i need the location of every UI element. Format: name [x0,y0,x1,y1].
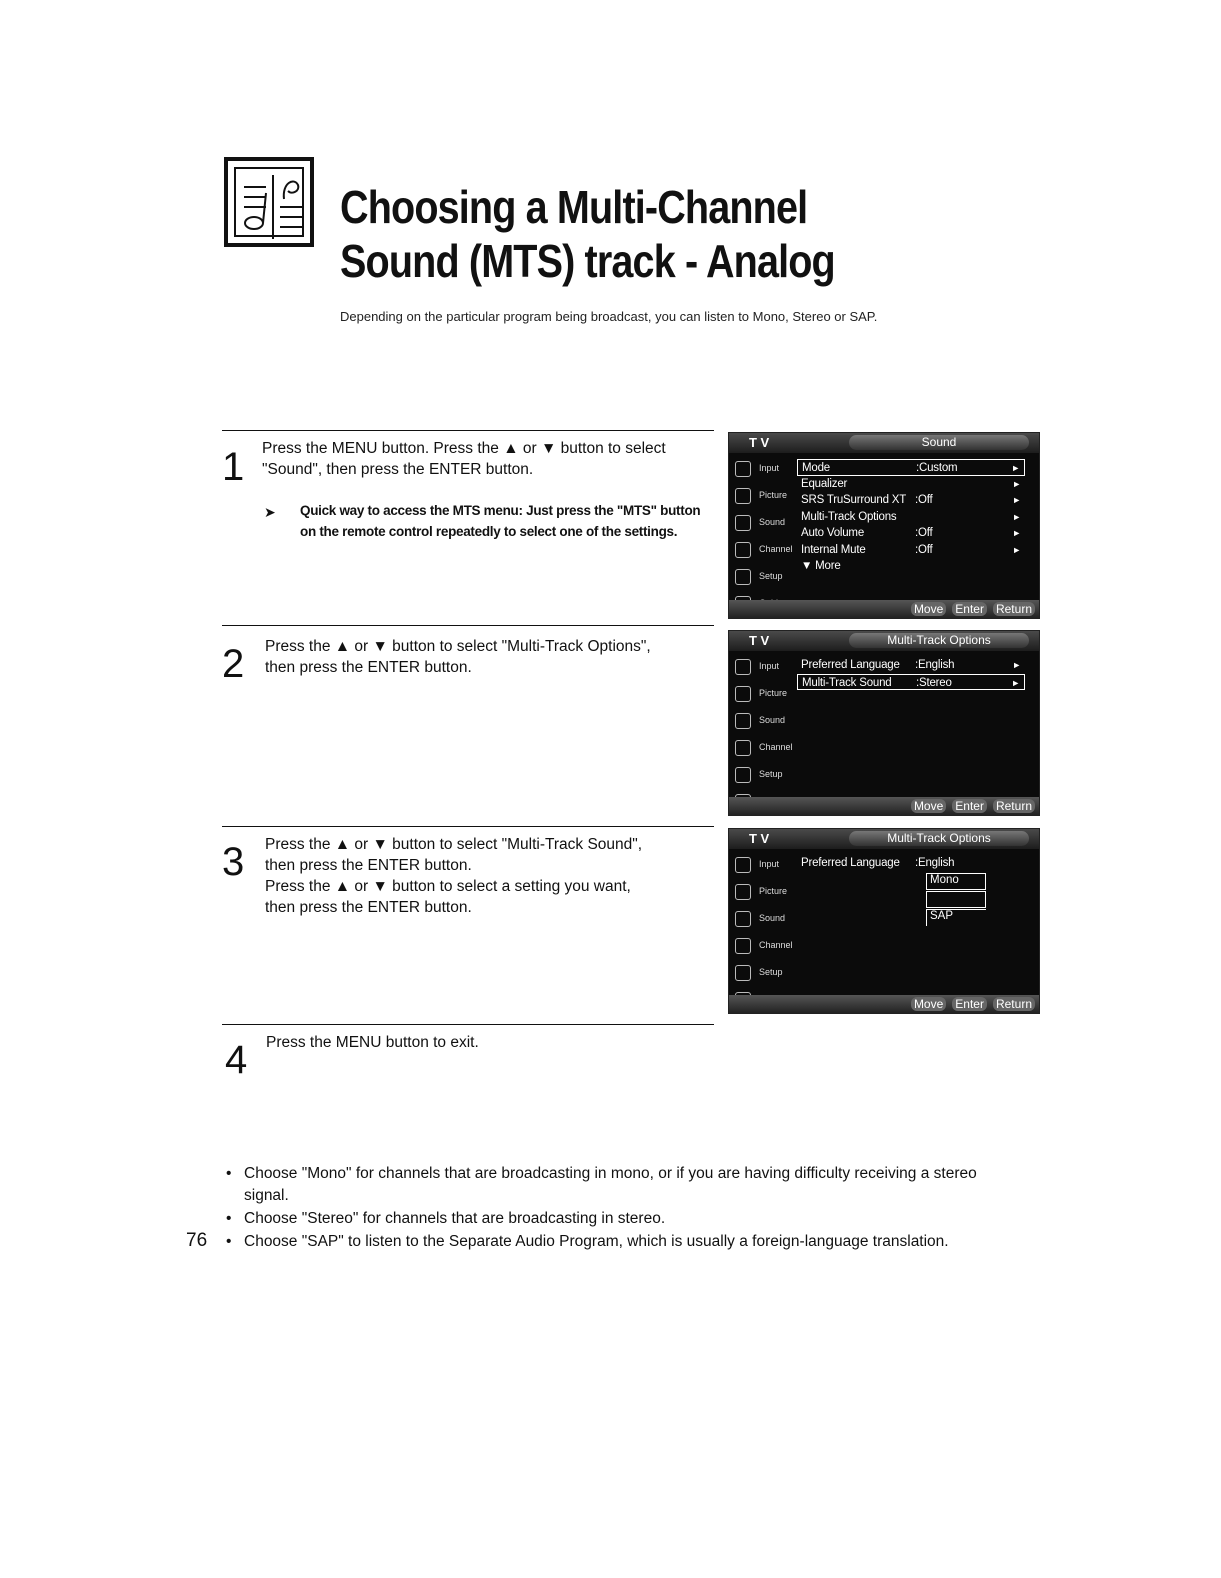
note-mono: • Choose "Mono" for channels that are broadcasting in mono, or if you are having difficulty receiving a stereo signal. [226,1163,986,1207]
tv-side-item-setup[interactable]: Setup [729,563,793,590]
tv-side-item-sound[interactable]: Sound [729,707,793,734]
tv-label: T V [749,831,770,846]
page-number: 76 [186,1230,208,1251]
tv-side-item-input[interactable]: Input [729,851,793,878]
input-icon [735,659,751,675]
music-book-icon [224,157,314,247]
step-4-divider [222,1024,714,1025]
tv-menu-row-multi-track-sound[interactable]: Multi-Track Sound :Stereo ► [797,674,1025,691]
tv-side-item-input[interactable]: Input [729,455,793,482]
tv-side-item-sound[interactable]: Sound [729,905,793,932]
tv-menu-rows [797,459,1025,575]
option-mono[interactable]: Mono [926,873,986,890]
tip-line: Quick way to access the MTS menu: Just press the "MTS" button [300,503,701,518]
input-icon [735,461,751,477]
step-1-text [262,438,722,480]
sound-icon [735,713,751,729]
step-3-line: Press the ▲ or ▼ button to select "Multi-Track Sound", [265,836,643,853]
step-2-line: Press the ▲ or ▼ button to select "Multi-Track Options", [265,638,651,655]
option-stereo[interactable] [926,891,986,908]
note-stereo: • Choose "Stereo" for channels that are broadcasting in stereo. [226,1208,986,1230]
tv-label: T V [749,633,770,648]
note-sap: • Choose "SAP" to listen to the Separate Audio Program, which is usually a foreign-language translation. [226,1231,986,1253]
step-3-line: then press the ENTER button. [265,899,472,916]
step-1-line: "Sound", then press the ENTER button. [262,461,534,478]
tv-side-item-channel[interactable]: Channel [729,536,793,563]
step-1-tip [264,500,704,542]
tv-side-item-input[interactable]: Input [729,653,793,680]
tv-menu-row-mode[interactable]: Mode :Custom ► [797,459,1025,476]
sound-icon [735,515,751,531]
return-hint: Return [993,799,1035,813]
tv-menu-row-multi-track-options[interactable]: Multi-Track Options ► [801,510,1021,523]
tv-menu-title: Multi-Track Options [849,831,1029,846]
picture-icon [735,686,751,702]
step-1-line: Press the MENU button. Press the ▲ or ▼ button to select [262,440,666,457]
enter-hint: Enter [952,602,987,616]
return-hint: Return [993,602,1035,616]
enter-hint: Enter [952,997,987,1011]
tv-menu-rows [797,657,1025,690]
tv-footer [729,995,1039,1013]
tv-menu-row-preferred-language[interactable]: Preferred Language :English [801,857,955,869]
tv-menu-row-equalizer[interactable]: Equalizer ► [801,477,1021,490]
channel-icon [735,542,751,558]
tv-side-item-picture[interactable]: Picture [729,878,793,905]
step-3-line: then press the ENTER button. [265,857,472,874]
enter-hint: Enter [952,799,987,813]
move-hint: Move [911,997,946,1011]
title-line-2: Sound (MTS) track - Analog [340,235,835,287]
tv-side-item-channel[interactable]: Channel [729,932,793,959]
page-title [340,180,835,288]
tv-side-menu [729,455,793,617]
step-2-divider [222,625,714,626]
return-hint: Return [993,997,1035,1011]
step-3-line: Press the ▲ or ▼ button to select a setting you want, [265,878,631,895]
step-1-divider [222,430,714,431]
tv-side-item-sound[interactable]: Sound [729,509,793,536]
step-4-line: Press the MENU button to exit. [266,1034,479,1051]
tv-side-item-picture[interactable]: Picture [729,482,793,509]
tv-menu-title: Multi-Track Options [849,633,1029,648]
step-3-divider [222,826,714,827]
tv-menu-rows [797,855,1025,872]
option-sap[interactable]: SAP [926,909,986,926]
channel-icon [735,938,751,954]
tv-label: T V [749,435,770,450]
tv-menu-row-internal-mute[interactable]: Internal Mute :Off ► [801,543,1021,556]
step-2-number: 2 [222,642,245,686]
step-2-line: then press the ENTER button. [265,659,472,676]
step-3-text [265,834,725,918]
step-2-text [265,636,725,678]
tv-side-menu [729,653,793,815]
picture-icon [735,488,751,504]
setup-icon [735,965,751,981]
step-1-number: 1 [222,445,245,489]
notes-list [226,1163,986,1254]
move-hint: Move [911,799,946,813]
tv-menu-row-auto-volume[interactable]: Auto Volume :Off ► [801,527,1021,539]
tv-menu-title: Sound [849,435,1029,450]
setup-icon [735,569,751,585]
tv-screen-multi-track-options [728,630,1040,816]
tip-arrow-icon: ➤ [264,504,276,520]
tip-line: on the remote control repeatedly to select one of the settings. [300,524,678,539]
step-4-text [266,1032,706,1053]
input-icon [735,857,751,873]
channel-icon [735,740,751,756]
title-line-1: Choosing a Multi-Channel [340,181,808,233]
tv-footer [729,600,1039,618]
sound-icon [735,911,751,927]
tv-footer [729,797,1039,815]
tv-side-item-setup[interactable]: Setup [729,959,793,986]
tv-side-menu [729,851,793,1013]
step-3-number: 3 [222,840,245,884]
tv-screen-sound [728,432,1040,619]
tv-side-item-setup[interactable]: Setup [729,761,793,788]
setup-icon [735,767,751,783]
picture-icon [735,884,751,900]
tv-screen-multi-track-sound [728,828,1040,1014]
step-4-number: 4 [225,1038,248,1082]
tv-side-item-picture[interactable]: Picture [729,680,793,707]
page-subtitle: Depending on the particular program being broadcast, you can listen to Mono, Stereo or SAP. [340,309,878,324]
tv-side-item-channel[interactable]: Channel [729,734,793,761]
tv-menu-row-preferred-language[interactable]: Preferred Language :English ► [801,659,1021,671]
tv-menu-row-srs[interactable]: SRS TruSurround XT :Off ► [801,494,1021,506]
tv-menu-row-more[interactable]: ▼ More [801,560,841,572]
move-hint: Move [911,602,946,616]
